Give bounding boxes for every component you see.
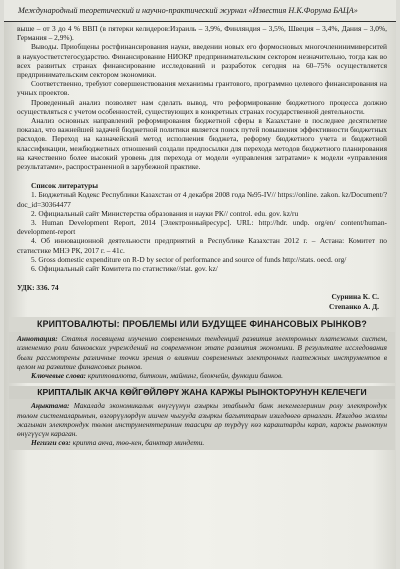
paragraph-2: Соответственно, требуют совершенствования механизмы грантового, программно целевого финансирования на учных проектов. — [17, 79, 387, 98]
annotation-label: Аннотация: — [17, 334, 58, 344]
paragraph-0: выше – от 3 до 4 % ВВП (в пятерки келидеров:Израиль – 3,9%, Финляндия – 3,5%, Швеция – 3,4%, Дания – 3,0%, Германия – 2,9%). — [17, 24, 387, 43]
reference-item: 2. Официальный сайт Министерства образования и науки РК// control. edu. gov. kz/ru — [31, 208, 299, 218]
keywords-kg-label: Негизги сөз: — [31, 438, 71, 448]
reference-item: 4. Об инновационной деятельности предприятий в Республике Казахстан 2012 г. – Астана: Комитет по статистике МНЭ РК, 2017 г. – 41с. — [17, 236, 387, 255]
abstract-kg-text: Макалада экономикалык өнүгүүнүн азыркы этабында банк мекемелеринин ролу электрондук төлөм системаларынын, өзгөрүүлөрдүн ишчен чыгууда азыркы багыттарын изилдөөгө арналган. Изилдөө жалпы жагынан электрондук төлөм инструменттеринин таасири ар түрдүү көз караштарды карап, каржы рыноктун өнүгүүсүн караган. — [17, 401, 387, 438]
author-1: Сурнина К. С. — [331, 292, 379, 302]
author-2: Степанко А. Д. — [328, 301, 379, 311]
abstract-kg-block — [9, 399, 395, 450]
annotation-text: Статья посвящена изучению современных тенденций развития электронных платежных систем, изменению роли банковских учреждений на современном этапе развития экономики. В результате исследования были рассмотрены различные точки зрения о влиянии современных электронных платежных инструментов в целом на развитие финансовых рынков. — [17, 334, 387, 371]
abstract-kg-label: Аңыктама: — [31, 401, 70, 411]
paragraph-3: Проведенный анализ позволяет нам сделать вывод, что реформирование бюджетного процесса должно осуществляться с учетом особенностей, существующих в конкретных странах государственной деятельности. — [17, 97, 387, 116]
reference-item: 1. Бюджетный Кодекс Республики Казахстан от 4 декабря 2008 года №95-IV// https://online. zakon. kz/Document/?doc_id=30364477 — [17, 190, 387, 209]
keywords-label: Ключевые слова: — [31, 370, 86, 380]
page — [4, 0, 396, 569]
article-title-ru: КРИПТОВАЛЮТЫ: ПРОБЛЕМЫ ИЛИ БУДУЩЕЕ ФИНАНСОВЫХ РЫНКОВ? — [9, 317, 395, 332]
reference-item: 3. Human Development Report, 2014 [Электронныйресурс]. URL: http://hdr. undp. org/en/ content/human-development-report — [17, 218, 387, 237]
references-title: Список литературы — [31, 181, 98, 191]
article-title-kg: КРИПТАЛЫК АКЧА КӨЙГӨЙЛӨРҮ ЖАНА КАРЖЫ РЫНОКТОРУНУН КЕЛЕЧЕГИ — [9, 386, 395, 399]
udk-code: УДК: 336. 74 — [17, 283, 59, 293]
reference-item: 6. Официальный сайт Комитета по статистике//stat. gov. kz/ — [31, 264, 218, 274]
journal-header: Международный теоретический и научно-практический журнал «Известия Н.К.Форума БАЦА» — [4, 0, 396, 22]
reference-item: 5. Gross domestic expenditure on R-D by sector of performance and source of funds http://stats. oecd. org/ — [31, 254, 347, 264]
keywords-text: криптовалюта, биткоин, майнинг, блокчейн, функции банков. — [86, 370, 284, 380]
paragraph-conclusions: Выводы. Приобщены ростфинансирования науки, введении новых его формосновых многочленинимиверситей в наукуостветстегосударство. Финансирование НИОКР предпринимательским сектором незначительно, тогда как во всех развитых странах финансирование исследований и разработок сегодня на 60–75% осуществляется предпринимательским сектором экономики. — [17, 42, 387, 80]
annotation-block — [9, 332, 395, 383]
article-body — [17, 24, 387, 450]
keywords-kg-text: крипта акча, төө-кен, банктар миндети. — [70, 438, 205, 448]
paragraph-4: Анализ основных направлений реформирования бюджетной сферы в Казахстане в последнее десятилетие показал, что важнейшей задачей бюджетной политики является поиск путей повышения эффективности бюджетных расходов. Переход на казначейский метод исполнения бюджета, реформу бюджетного учета и бюджетной классификации, межбюджетных отношений создали предпосылки для перехода методов бюджетного планирования на качественно более высокий уровень для перехода от модели «управления затратами» к модели «управления результатами», распространенной в зарубежной практике. — [17, 116, 387, 172]
